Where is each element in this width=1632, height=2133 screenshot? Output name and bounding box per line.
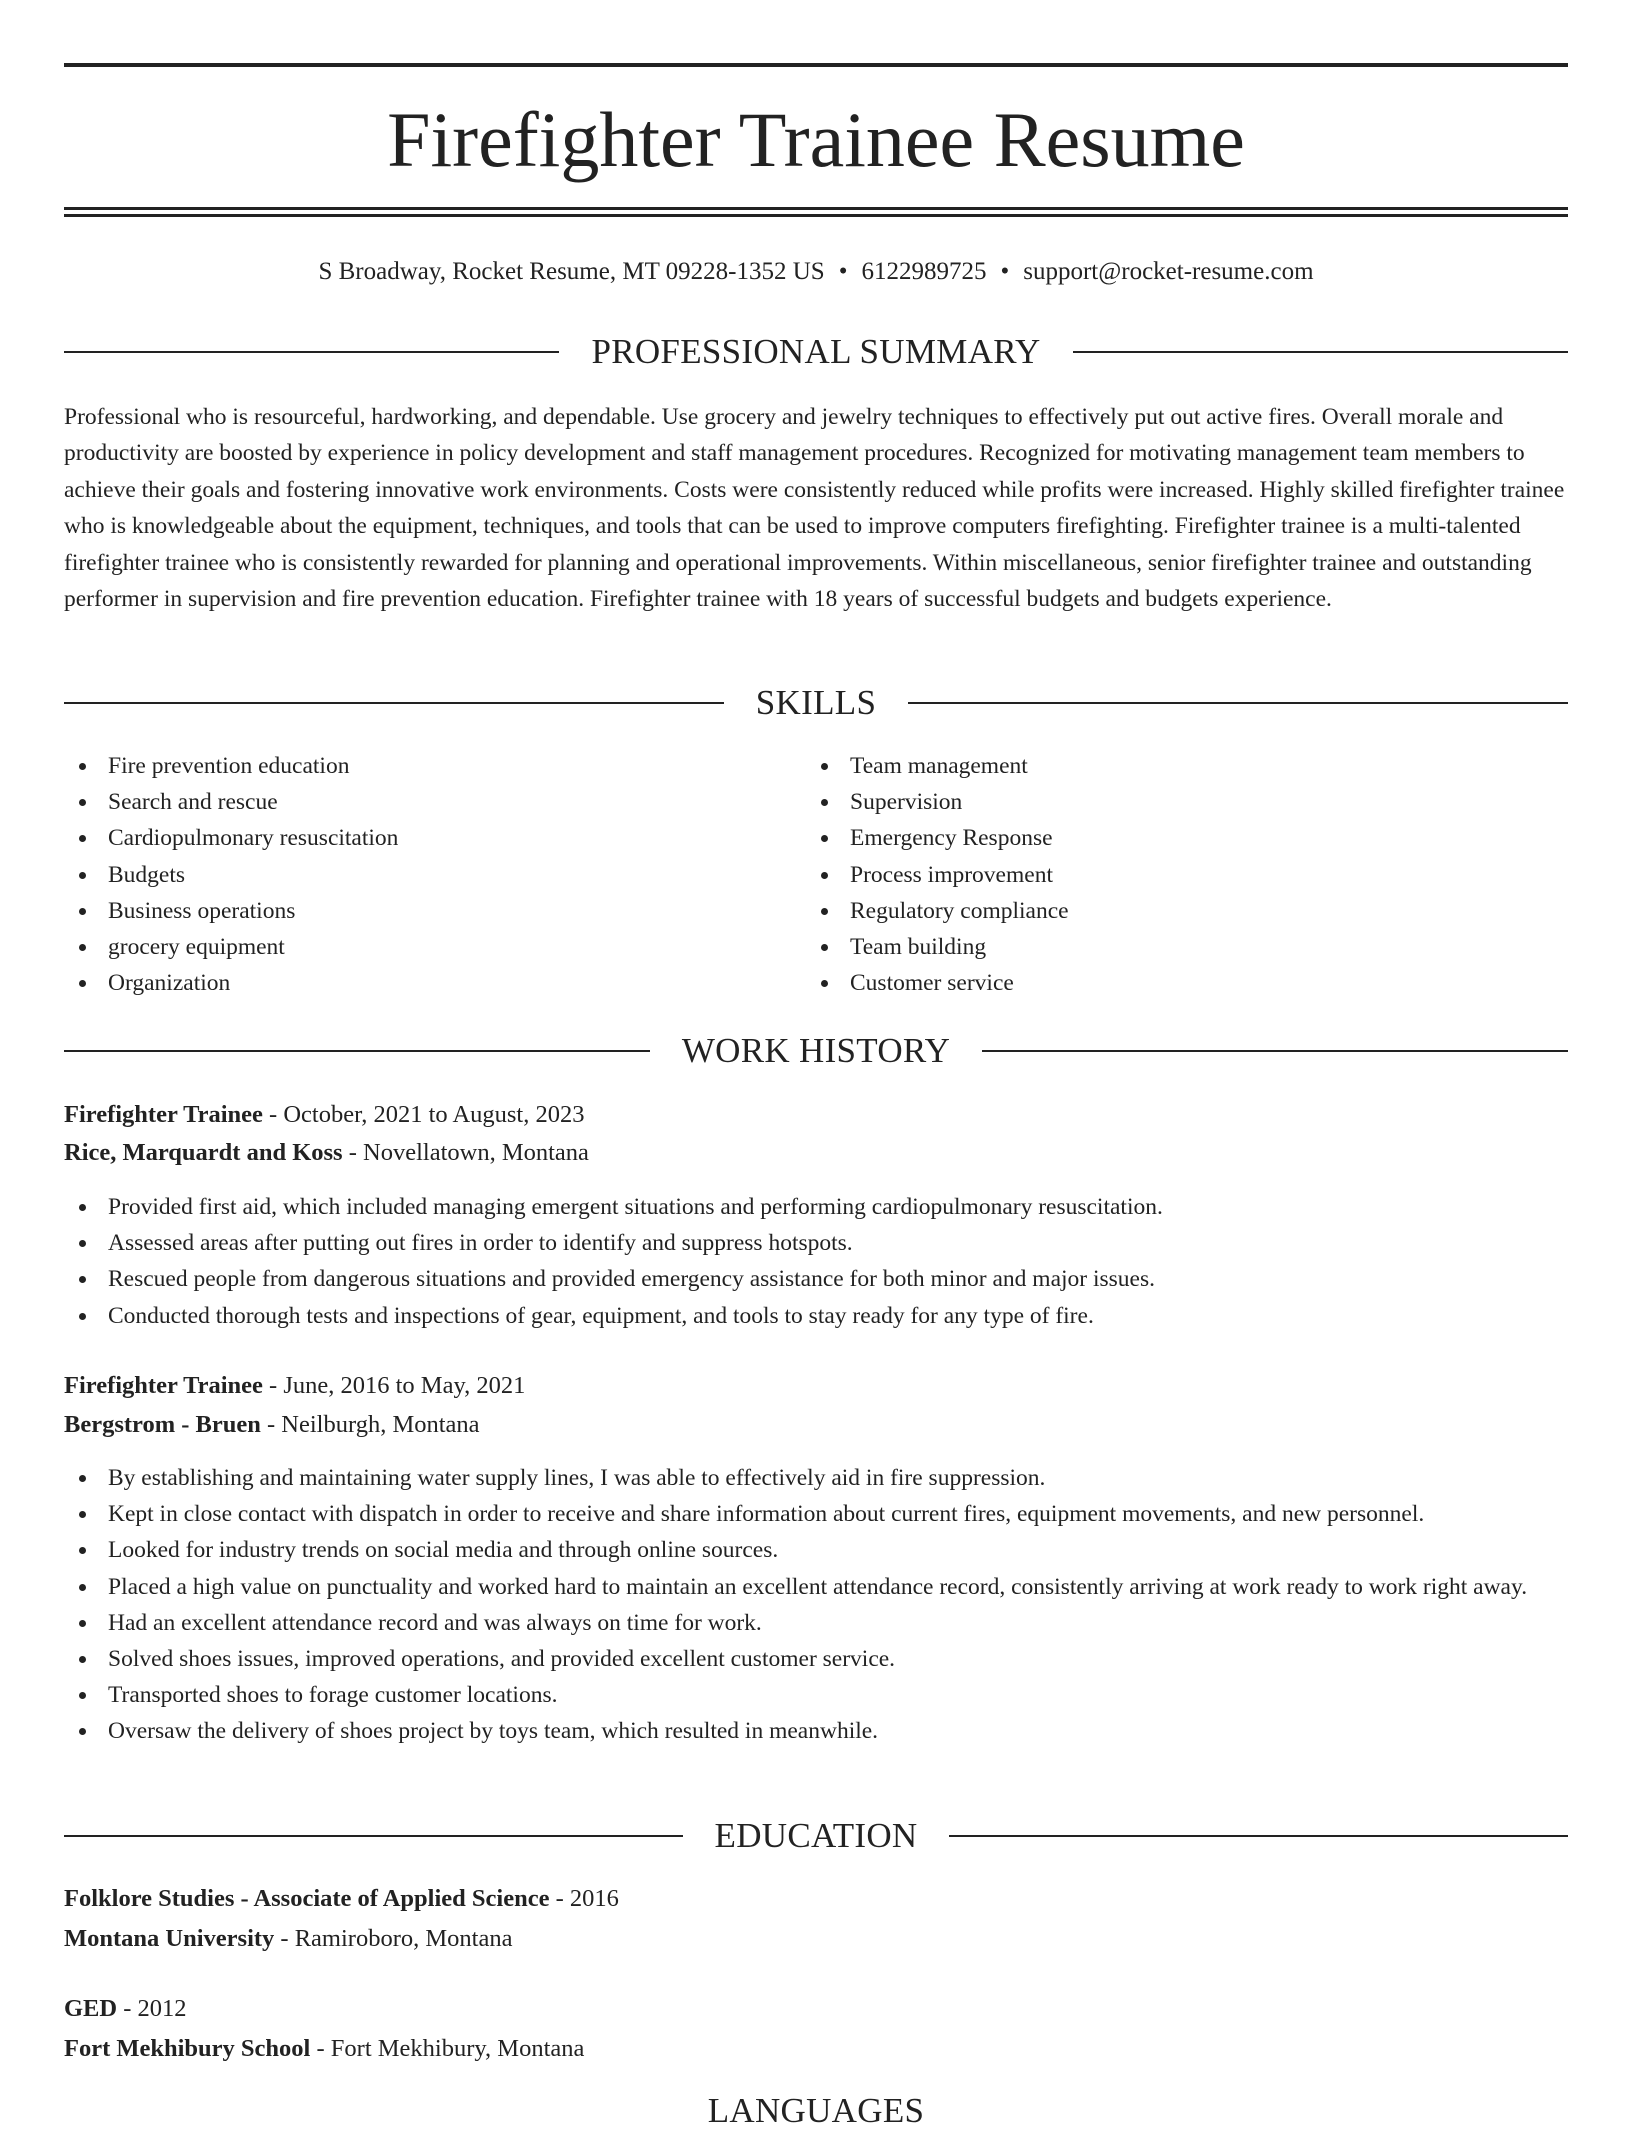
job-bullet-text: Solved shoes issues, improved operations, and provided excellent customer service. (108, 1646, 896, 1673)
skill-label: Regulatory compliance (850, 897, 1069, 924)
skill-label: grocery equipment (108, 934, 285, 961)
job-bullet (64, 1532, 1568, 1568)
section-title: WORK HISTORY (681, 1031, 951, 1070)
job-company-line: Rice, Marquardt and Koss - Novellatown, Montana (64, 1139, 589, 1166)
skill-item (64, 929, 804, 965)
skill-item (64, 857, 804, 893)
bullet-icon (79, 1313, 86, 1320)
job-bullet (64, 1605, 1568, 1641)
contact-separator: • (838, 258, 848, 285)
job-bullet (64, 1713, 1568, 1749)
heading-rule-left (64, 702, 724, 704)
education-location: Fort Mekhibury, Montana (330, 2035, 585, 2062)
skill-item (64, 965, 804, 1001)
job-title-line: Firefighter Trainee - June, 2016 to May, 2021 (64, 1372, 526, 1399)
job-bullet (64, 1189, 1568, 1225)
skill-label: Budgets (108, 861, 186, 888)
job-bullet-text: Provided first aid, which included managing emergent situations and performing cardiopulmonary resuscitation. (108, 1194, 1163, 1220)
skill-item (806, 857, 1546, 893)
skill-label: Emergency Response (850, 825, 1053, 852)
bullet-icon (821, 944, 828, 951)
bullet-icon (79, 1692, 86, 1699)
skill-item (806, 965, 1546, 1001)
bullet-icon (79, 1276, 86, 1283)
bullet-icon (821, 872, 828, 879)
education-school-line: Fort Mekhibury School - Fort Mekhibury, Montana (64, 2035, 585, 2062)
title-double-rule (64, 207, 1568, 217)
bullet-icon (821, 835, 828, 842)
skill-item (806, 748, 1546, 784)
job-bullet-text: Conducted thorough tests and inspections of gear, equipment, and tools to stay ready for any type of fire. (108, 1302, 1094, 1329)
job-bullet-list (64, 1189, 1568, 1334)
education-year: 2016 (569, 1885, 619, 1912)
section-heading-work-history (64, 1029, 1568, 1073)
contact-email[interactable]: support@rocket-resume.com (1023, 258, 1314, 285)
bullet-icon (79, 1656, 86, 1663)
top-rule (64, 63, 1568, 67)
summary-paragraph: Professional who is resourceful, hardworking, and dependable. Use grocery and jewelry techniques to effectively put out active fires. Overall morale and productivity are boosted by experience in policy development and staff management procedures. Recognized for motivating management team members to achieve their goals and fostering innovative work environments. Costs were consistently reduced while profits were increased. Highly skilled firefighter trainee who is knowledgeable about the equipment, techniques, and tools that can be used to improve computers firefighting. Firefighter trainee is a multi-talented firefighter trainee who is consistently rewarded for planning and operational improvements. Within miscellaneous, senior firefighter trainee and outstanding performer in supervision and fire prevention education. Firefighter trainee with 18 years of successful budgets and budgets experience. (64, 404, 1565, 613)
contact-address: S Broadway, Rocket Resume, MT 09228-1352 US (318, 258, 825, 285)
education-location: Ramiroboro, Montana (294, 1925, 513, 1952)
job-bullet (64, 1460, 1568, 1496)
job-bullet-text: Oversaw the delivery of shoes project by toys team, which resulted in meanwhile. (108, 1718, 879, 1745)
skill-label: Business operations (108, 897, 296, 924)
bullet-icon (79, 1475, 86, 1482)
job-bullet-list (64, 1460, 1568, 1750)
bullet-icon (79, 763, 86, 770)
bullet-icon (79, 1728, 86, 1735)
education-degree: GED (64, 1995, 118, 2022)
education-degree-line: GED - 2012 (64, 1995, 187, 2022)
education-school-line: Montana University - Ramiroboro, Montana (64, 1925, 513, 1952)
job-bullets (64, 1460, 1568, 1750)
heading-rule-right (949, 1835, 1568, 1837)
job-title: Firefighter Trainee (64, 1101, 263, 1128)
skill-label: Fire prevention education (108, 753, 350, 779)
bullet-icon (821, 908, 828, 915)
heading-rule-left (64, 1050, 650, 1052)
contact-phone[interactable]: 6122989725 (861, 258, 987, 285)
contact-line (64, 254, 1568, 290)
skills-list-right (806, 748, 1546, 1001)
heading-rule-left (64, 1835, 683, 1837)
section-heading-languages (64, 2089, 1568, 2133)
bullet-icon (79, 944, 86, 951)
section-title: PROFESSIONAL SUMMARY (591, 332, 1041, 371)
bullet-icon (79, 835, 86, 842)
job-dates: June, 2016 to May, 2021 (283, 1372, 526, 1399)
skill-item (64, 893, 804, 929)
job-bullet-text: Had an excellent attendance record and was always on time for work. (108, 1609, 762, 1636)
heading-rule-right (982, 1050, 1568, 1052)
bullet-icon (821, 980, 828, 987)
section-heading-summary (64, 330, 1568, 374)
job-dates: October, 2021 to August, 2023 (283, 1101, 585, 1128)
skill-label: Cardiopulmonary resuscitation (108, 825, 399, 852)
skills-column-right (806, 748, 1546, 1001)
skill-label: Team management (850, 753, 1028, 779)
job-company: Bergstrom - Bruen (64, 1411, 261, 1438)
section-heading-education (64, 1814, 1568, 1858)
job-bullet (64, 1261, 1568, 1297)
job-bullet-text: Looked for industry trends on social media and through online sources. (108, 1537, 779, 1564)
job-bullet (64, 1641, 1568, 1677)
education-school: Montana University (64, 1925, 275, 1952)
job-title: Firefighter Trainee (64, 1372, 263, 1399)
skill-label: Customer service (850, 970, 1014, 997)
job-company-line: Bergstrom - Bruen - Neilburgh, Montana (64, 1411, 480, 1438)
job-bullet (64, 1569, 1568, 1605)
bullet-icon (79, 908, 86, 915)
skill-item (64, 784, 804, 820)
job-company: Rice, Marquardt and Koss (64, 1139, 343, 1166)
section-title: LANGUAGES (707, 2091, 925, 2130)
job-location: Novellatown, Montana (363, 1139, 589, 1166)
skill-item (64, 820, 804, 856)
section-title: SKILLS (755, 683, 877, 722)
resume-title: Firefighter Trainee Resume (387, 96, 1245, 183)
bullet-icon (79, 980, 86, 987)
job-bullet-text: Placed a high value on punctuality and worked hard to maintain an excellent attendance record, consistently arriving at work ready to work right away. (108, 1573, 1528, 1600)
job-bullet (64, 1496, 1568, 1532)
education-degree-line: Folklore Studies - Associate of Applied Science - 2016 (64, 1885, 619, 1912)
bullet-icon (79, 799, 86, 806)
bullet-icon (79, 1204, 86, 1211)
skill-label: Search and rescue (108, 789, 278, 816)
job-bullet-text: Assessed areas after putting out fires in order to identify and suppress hotspots. (108, 1230, 853, 1257)
job-bullet-text: Kept in close contact with dispatch in order to receive and share information about current fires, equipment movements, and new personnel. (108, 1501, 1425, 1528)
contact-separator: • (1000, 258, 1010, 285)
job-title-line: Firefighter Trainee - October, 2021 to August, 2023 (64, 1101, 585, 1128)
bullet-icon (79, 1620, 86, 1627)
job-bullet (64, 1225, 1568, 1261)
skill-label: Supervision (850, 789, 963, 816)
bullet-icon (79, 1547, 86, 1554)
heading-rule-right (908, 702, 1568, 704)
job-bullets (64, 1189, 1568, 1334)
job-bullet-text: By establishing and maintaining water supply lines, I was able to effectively aid in fire suppression. (108, 1465, 1046, 1491)
skills-column-left (64, 748, 804, 1001)
job-bullet-text: Transported shoes to forage customer locations. (108, 1682, 558, 1709)
bullet-icon (79, 1240, 86, 1247)
bullet-icon (821, 799, 828, 806)
bullet-icon (79, 1511, 86, 1518)
skill-item (64, 748, 804, 784)
job-bullet (64, 1677, 1568, 1713)
job-bullet-text: Rescued people from dangerous situations and provided emergency assistance for both minor and major issues. (108, 1266, 1156, 1293)
education-degree: Folklore Studies - Associate of Applied Science (64, 1885, 550, 1912)
bullet-icon (821, 763, 828, 770)
skill-label: Process improvement (850, 861, 1053, 888)
skills-list-left (64, 748, 804, 1001)
heading-rule-left (64, 351, 559, 353)
skill-item (806, 784, 1546, 820)
education-year: 2012 (137, 1995, 187, 2022)
skill-label: Team building (850, 934, 987, 961)
heading-rule-right (1073, 351, 1568, 353)
skill-item (806, 893, 1546, 929)
skill-label: Organization (108, 970, 231, 997)
section-title: EDUCATION (714, 1816, 918, 1855)
bullet-icon (79, 1584, 86, 1591)
skill-item (806, 820, 1546, 856)
bullet-icon (79, 872, 86, 879)
skill-item (806, 929, 1546, 965)
job-bullet (64, 1298, 1568, 1334)
section-heading-skills (64, 681, 1568, 725)
education-school: Fort Mekhibury School (64, 2035, 311, 2062)
job-location: Neilburgh, Montana (281, 1411, 480, 1438)
